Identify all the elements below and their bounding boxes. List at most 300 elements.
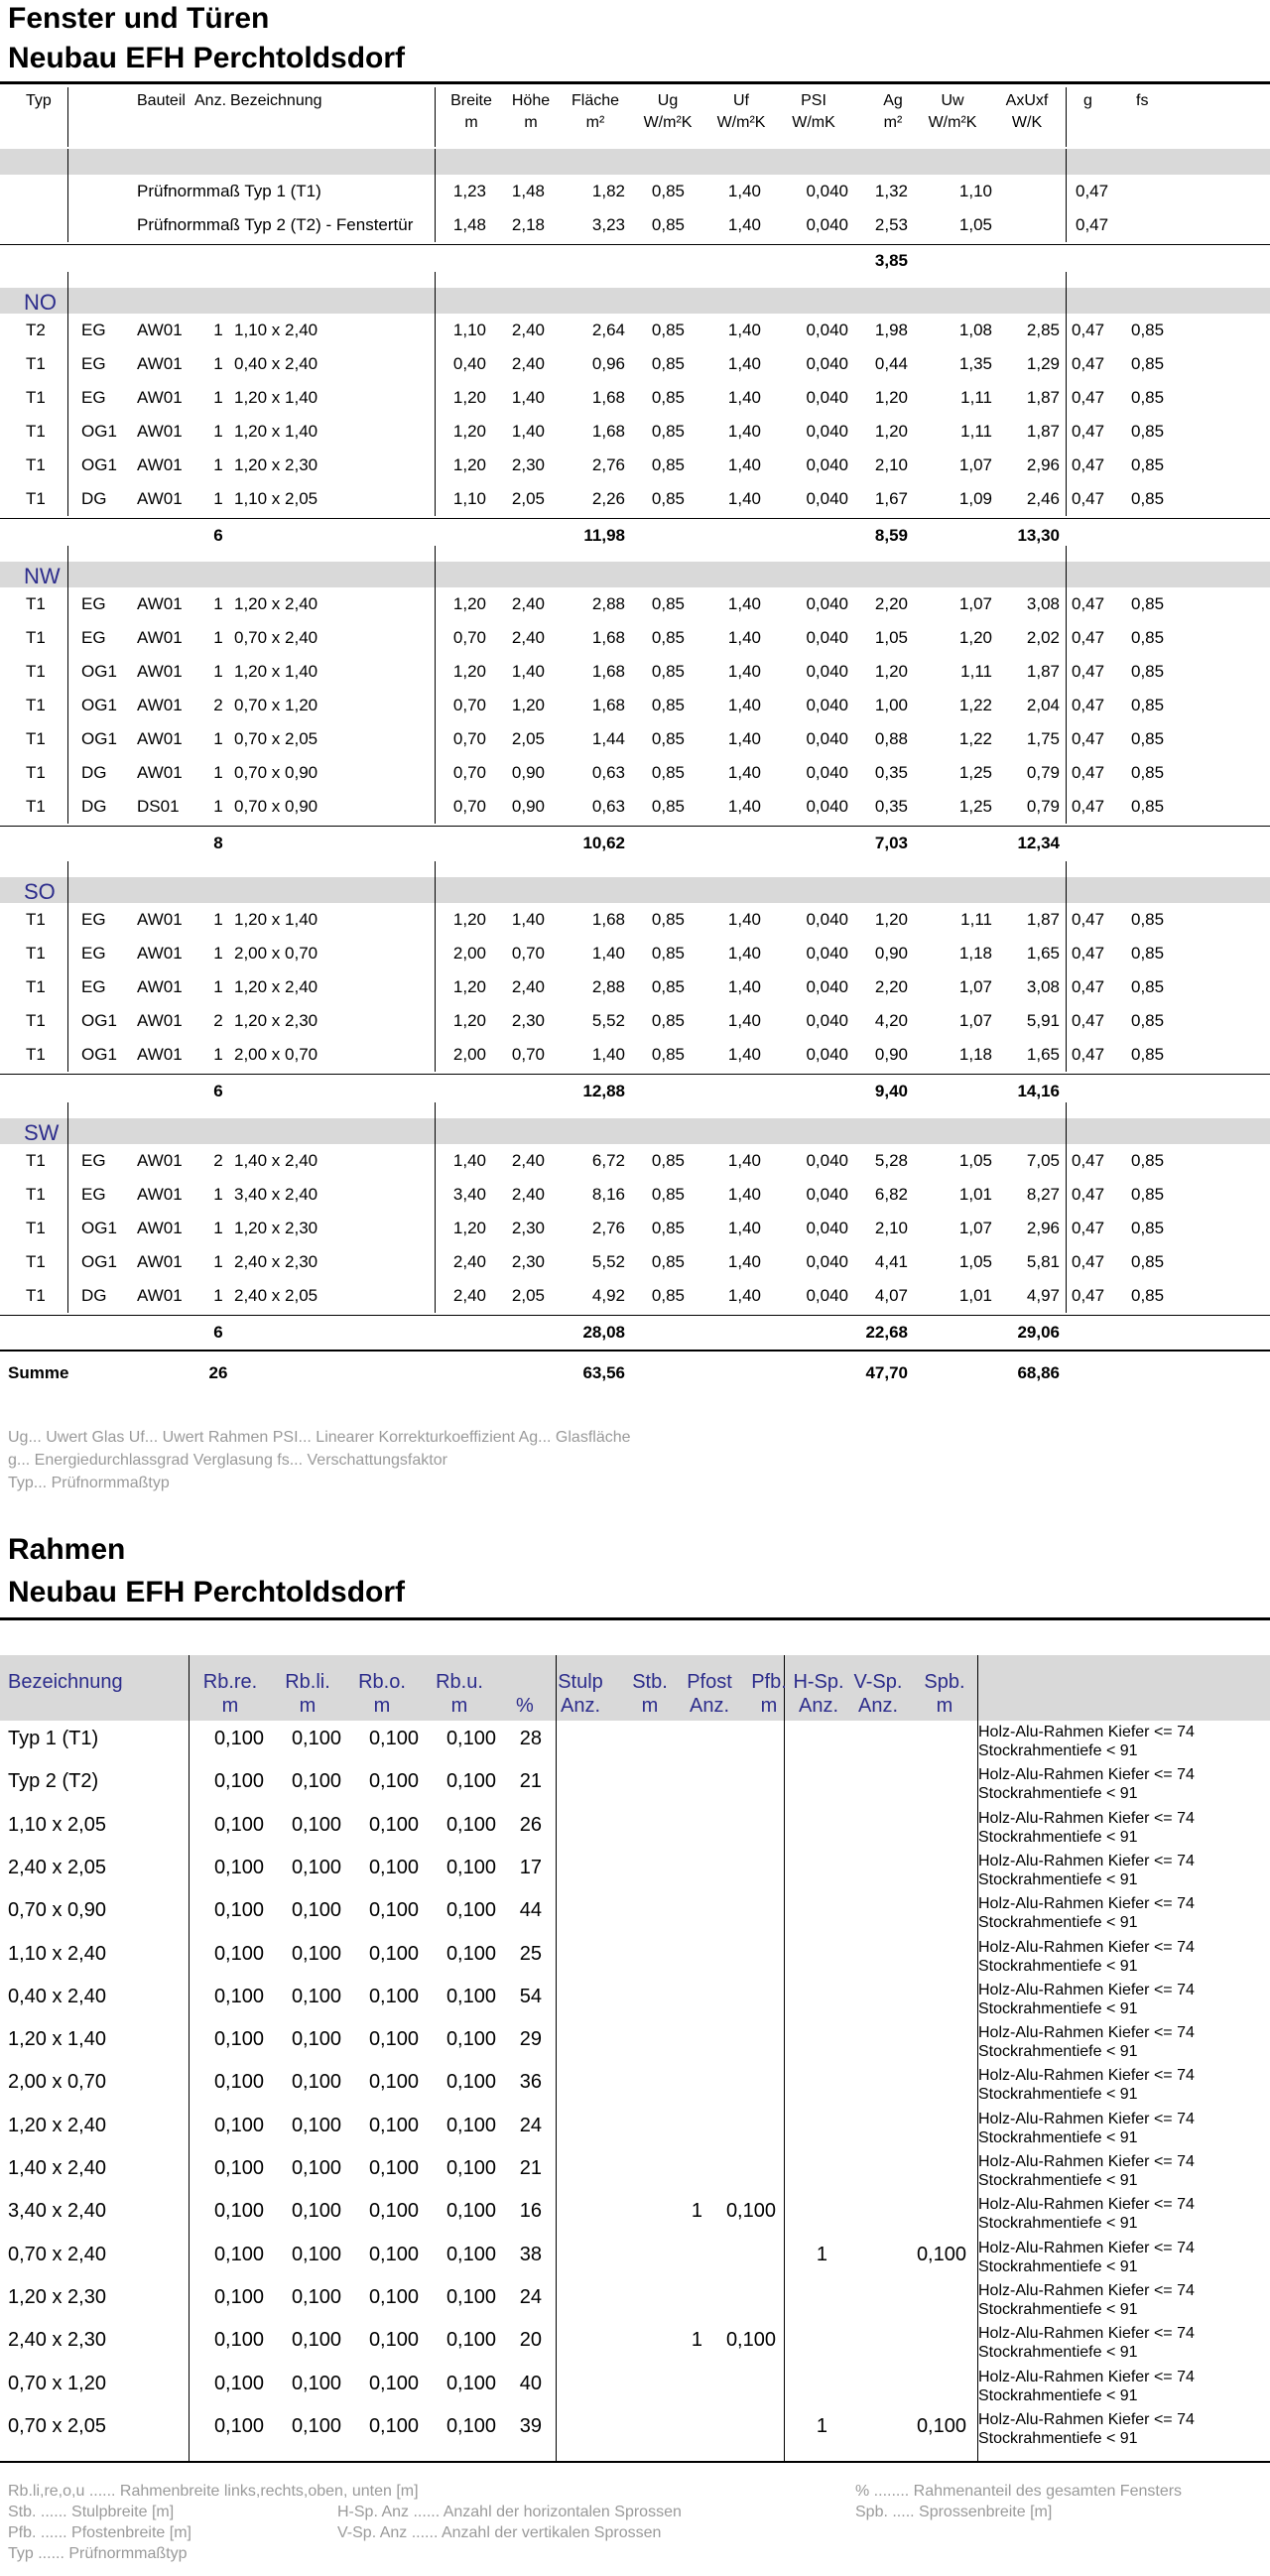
- table-row: [0, 1807, 1270, 1850]
- table-cell: 2,20: [874, 977, 908, 996]
- table-cell: 1,07: [958, 977, 992, 996]
- table-cell: 1,40: [511, 662, 545, 681]
- table-cell: 2,96: [1026, 455, 1060, 474]
- table-cell: AW01: [137, 489, 183, 508]
- column-divider: [1066, 1118, 1067, 1144]
- table-cell: 0,040: [806, 662, 848, 681]
- table-cell: 0,63: [591, 763, 625, 782]
- cell-bez: 0,70 x 1,20: [8, 2372, 106, 2394]
- table-cell: 0,79: [1026, 763, 1060, 782]
- column-divider: [1066, 149, 1067, 175]
- table-cell: 1,40: [591, 944, 625, 963]
- table-cell: T1: [26, 489, 46, 508]
- table-cell: 1,20: [452, 1011, 486, 1030]
- table-cell: 0,040: [806, 977, 848, 996]
- header-rbu: Rb.u.: [436, 1671, 483, 1693]
- table-cell: T1: [26, 388, 46, 407]
- cell-rbu: 0,100: [445, 2157, 496, 2179]
- table-cell: 1: [213, 422, 223, 441]
- table-cell: 0,70: [511, 1045, 545, 1064]
- table-cell: 1,01: [958, 1286, 992, 1305]
- table-cell: 1,40: [727, 489, 761, 508]
- section-subtitle: Neubau EFH Perchtoldsdorf: [8, 1576, 406, 1609]
- table-cell: 0,85: [651, 628, 685, 647]
- table-cell: AW01: [137, 321, 183, 339]
- table-cell: 1,20 x 1,40: [234, 422, 318, 441]
- table-cell: 1,68: [591, 388, 625, 407]
- table-cell: AW01: [137, 422, 183, 441]
- group-sum-row: [0, 828, 1270, 859]
- cell-rbre: 0,100: [213, 2329, 264, 2352]
- frame-note-2: Stockrahmentiefe < 91: [978, 2257, 1138, 2275]
- cell-rbu: 0,100: [445, 1985, 496, 2007]
- table-cell: 0,85: [651, 910, 685, 929]
- legend-line: Typ... Prüfnormmaßtyp: [8, 1475, 170, 1491]
- table-cell: 0,79: [1026, 797, 1060, 816]
- table-cell: 1: [213, 1286, 223, 1305]
- header-pfb: Pfb.: [751, 1671, 787, 1693]
- table-cell: 5,52: [591, 1011, 625, 1030]
- cell-rbre: 0,100: [213, 2200, 264, 2223]
- sum-ag: 8,59: [874, 526, 908, 545]
- table-row: [0, 347, 1270, 381]
- table-cell: EG: [81, 354, 106, 373]
- table-cell: 2,00 x 0,70: [234, 944, 318, 963]
- table-cell: AW01: [137, 1185, 183, 1204]
- table-cell: T1: [26, 729, 46, 748]
- header-rbli: Rb.li.: [285, 1671, 330, 1693]
- column-divider: [435, 861, 436, 877]
- table-cell: 1,07: [958, 455, 992, 474]
- table-cell: 0,47: [1072, 628, 1105, 647]
- table-cell: EG: [81, 944, 106, 963]
- table-cell: 1,40: [511, 910, 545, 929]
- column-divider: [435, 877, 436, 903]
- header-anz: Anz.: [194, 92, 227, 109]
- table-cell: 1,20: [452, 910, 486, 929]
- table-cell: 0,85: [1131, 628, 1165, 647]
- table-cell: AW01: [137, 729, 183, 748]
- sum-anz: 8: [213, 834, 223, 852]
- cell-rbli: 0,100: [291, 1728, 341, 1749]
- frame-note-2: Stockrahmentiefe < 91: [978, 1914, 1138, 1932]
- table-cell: 1,40: [727, 354, 761, 373]
- table-cell: 1,22: [958, 729, 992, 748]
- legend-left: Pfb. ...... Pfostenbreite [m]: [8, 2524, 191, 2541]
- cell-rbo: 0,100: [368, 2414, 419, 2437]
- frame-note-1: Holz-Alu-Rahmen Kiefer <= 74: [978, 2110, 1195, 2127]
- cell-pct: 38: [519, 2243, 542, 2265]
- table-cell: 0,47: [1072, 1011, 1105, 1030]
- table-cell: 1: [213, 797, 223, 816]
- table-cell: 0,47: [1072, 729, 1105, 748]
- table-cell: 1,10 x 2,40: [234, 321, 318, 339]
- table-cell: 0,040: [806, 388, 848, 407]
- table-cell: 0,040: [806, 1252, 848, 1271]
- table-cell: T2: [26, 321, 46, 339]
- header-spb: Spb.: [924, 1671, 965, 1693]
- cell-rbre: 0,100: [213, 2372, 264, 2394]
- cell-rbre: 0,100: [213, 2243, 264, 2265]
- header-vsp-unit: Anz.: [857, 1695, 899, 1717]
- table-cell: AW01: [137, 388, 183, 407]
- cell-hsp: 1: [816, 2414, 827, 2437]
- group-sum-row: [0, 1076, 1270, 1107]
- table-cell: 0,47: [1072, 422, 1105, 441]
- header-bez: Bezeichnung: [230, 92, 322, 109]
- table-cell: 1,40: [727, 944, 761, 963]
- table-cell: 0,35: [874, 797, 908, 816]
- table-cell: 1,05: [958, 1151, 992, 1170]
- cell-rbre: 0,100: [213, 1985, 264, 2007]
- table-row: [0, 1721, 1270, 1763]
- table-cell: OG1: [81, 1011, 117, 1030]
- table-cell: 1: [213, 977, 223, 996]
- table-cell: T1: [26, 455, 46, 474]
- cell-hoehe: 1,48: [511, 182, 545, 200]
- cell-ug: 0,85: [651, 182, 685, 200]
- table-cell: 1,40: [727, 797, 761, 816]
- table-cell: 1: [213, 1219, 223, 1237]
- cell-uf: 1,40: [727, 215, 761, 234]
- table-cell: 0,85: [651, 321, 685, 339]
- header-rbre: Rb.re.: [202, 1671, 258, 1693]
- table-cell: 0,47: [1072, 388, 1105, 407]
- table-cell: 0,85: [1131, 797, 1165, 816]
- table-cell: 0,47: [1072, 696, 1105, 714]
- table-cell: 0,47: [1072, 662, 1105, 681]
- frame-note-2: Stockrahmentiefe < 91: [978, 2215, 1138, 2233]
- cell-g: 0,47: [1076, 215, 1109, 234]
- table-cell: 0,040: [806, 1011, 848, 1030]
- table-cell: 1,18: [958, 944, 992, 963]
- table-cell: 1,40: [727, 455, 761, 474]
- legend-left: Typ ...... Prüfnormmaßtyp: [8, 2545, 188, 2562]
- cell-ug: 0,85: [651, 215, 685, 234]
- table-cell: 1,10 x 2,05: [234, 489, 318, 508]
- table-cell: 4,41: [874, 1252, 908, 1271]
- column-divider: [67, 288, 68, 314]
- table-cell: 0,85: [651, 489, 685, 508]
- sum-flaeche: 28,08: [582, 1323, 625, 1342]
- cell-rbo: 0,100: [368, 1899, 419, 1922]
- header-rbre-unit: m: [221, 1695, 239, 1717]
- cell-uw: 1,10: [958, 182, 992, 200]
- cell-rbo: 0,100: [368, 1728, 419, 1749]
- table-cell: 1,40: [727, 594, 761, 613]
- cell-rbre: 0,100: [213, 1856, 264, 1878]
- cell-pct: 21: [519, 1770, 542, 1793]
- table-cell: 0,47: [1072, 1045, 1105, 1064]
- legend-right: % ........ Rahmenanteil des gesamten Fensters: [855, 2483, 1183, 2500]
- cell-rbo: 0,100: [368, 2114, 419, 2136]
- header-stulp-unit: Anz.: [560, 1695, 601, 1717]
- norm-row: [0, 175, 1270, 208]
- cell-rbre: 0,100: [213, 2114, 264, 2136]
- cell-rbli: 0,100: [291, 2071, 341, 2094]
- frame-note-2: Stockrahmentiefe < 91: [978, 2429, 1138, 2447]
- table-cell: 0,040: [806, 1045, 848, 1064]
- cell-rbre: 0,100: [213, 2414, 264, 2437]
- table-cell: 2,40: [511, 628, 545, 647]
- table-row: [0, 2237, 1270, 2279]
- table-cell: 1,20: [452, 455, 486, 474]
- table-cell: 0,85: [651, 1011, 685, 1030]
- column-divider: [435, 288, 436, 314]
- table-cell: 0,040: [806, 944, 848, 963]
- table-cell: 1,20 x 2,40: [234, 594, 318, 613]
- cell-pct: 17: [519, 1856, 542, 1878]
- sum-ag: 7,03: [874, 834, 908, 852]
- header-g: g: [1083, 92, 1092, 109]
- table-cell: 1,40: [727, 422, 761, 441]
- sum-ag: 3,85: [874, 251, 908, 270]
- header-typ: Typ: [26, 92, 52, 109]
- table-cell: 1,05: [958, 1252, 992, 1271]
- table-cell: 0,85: [1131, 977, 1165, 996]
- cell-bez: 0,70 x 0,90: [8, 1899, 106, 1922]
- table-cell: 1: [213, 1185, 223, 1204]
- table-cell: OG1: [81, 422, 117, 441]
- sum-axuxf: 14,16: [1017, 1082, 1060, 1100]
- frame-note-1: Holz-Alu-Rahmen Kiefer <= 74: [978, 2024, 1195, 2042]
- frame-note-2: Stockrahmentiefe < 91: [978, 2086, 1138, 2104]
- table-cell: 0,85: [1131, 1286, 1165, 1305]
- table-cell: 0,85: [651, 662, 685, 681]
- header-ug: Ug: [657, 92, 679, 109]
- column-divider: [67, 546, 68, 562]
- frame-note-1: Holz-Alu-Rahmen Kiefer <= 74: [978, 2368, 1195, 2385]
- table-cell: 1: [213, 1252, 223, 1271]
- cell-ag: 1,32: [874, 182, 908, 200]
- cell-pct: 29: [519, 2028, 542, 2051]
- table-cell: 1,40: [727, 1011, 761, 1030]
- sum-flaeche: 12,88: [582, 1082, 625, 1100]
- table-row: [0, 1178, 1270, 1212]
- frame-note-2: Stockrahmentiefe < 91: [978, 2043, 1138, 2061]
- frame-note-1: Holz-Alu-Rahmen Kiefer <= 74: [978, 2239, 1195, 2256]
- table-cell: 1: [213, 944, 223, 963]
- group-band: [0, 877, 1270, 903]
- table-cell: 0,63: [591, 797, 625, 816]
- cell-rbli: 0,100: [291, 2243, 341, 2265]
- frame-note-1: Holz-Alu-Rahmen Kiefer <= 74: [978, 1895, 1195, 1913]
- table-cell: T1: [26, 1219, 46, 1237]
- table-cell: 5,28: [874, 1151, 908, 1170]
- table-cell: 1,40: [727, 977, 761, 996]
- table-cell: EG: [81, 1185, 106, 1204]
- table-cell: 0,040: [806, 321, 848, 339]
- table-cell: 4,92: [591, 1286, 625, 1305]
- cell-rbli: 0,100: [291, 1899, 341, 1922]
- table-cell: 1,20 x 2,30: [234, 1011, 318, 1030]
- group-band: [0, 1118, 1270, 1144]
- column-divider: [435, 562, 436, 587]
- table-cell: 0,85: [651, 354, 685, 373]
- cell-rbu: 0,100: [445, 2071, 496, 2094]
- table-cell: 0,47: [1072, 797, 1105, 816]
- table-cell: 1,25: [958, 797, 992, 816]
- group-band: [0, 562, 1270, 587]
- column-divider: [67, 877, 68, 903]
- cell-bez: 3,40 x 2,40: [8, 2200, 106, 2223]
- table-row: [0, 482, 1270, 516]
- table-cell: 0,040: [806, 696, 848, 714]
- frame-note-1: Holz-Alu-Rahmen Kiefer <= 74: [978, 2410, 1195, 2428]
- table-row: [0, 2150, 1270, 2193]
- table-cell: 0,85: [1131, 1252, 1165, 1271]
- header-ug-unit: W/m²K: [643, 114, 693, 131]
- table-cell: T1: [26, 797, 46, 816]
- table-cell: 0,70 x 1,20: [234, 696, 318, 714]
- table-cell: 1,40: [727, 1045, 761, 1064]
- total-flaeche: 63,56: [582, 1363, 625, 1382]
- table-cell: 0,85: [651, 1286, 685, 1305]
- frame-note-2: Stockrahmentiefe < 91: [978, 1742, 1138, 1759]
- header-stb-unit: m: [641, 1695, 659, 1717]
- cell-rbli: 0,100: [291, 2372, 341, 2394]
- table-cell: 1: [213, 763, 223, 782]
- cell-g: 0,47: [1076, 182, 1109, 200]
- row-divider: [0, 244, 1270, 245]
- table-row: [0, 1763, 1270, 1806]
- legend-right: Spb. ..... Sprossenbreite [m]: [855, 2504, 1053, 2520]
- header-psi: PSI: [801, 92, 826, 109]
- table-cell: 2,30: [511, 1011, 545, 1030]
- group-label: SW: [24, 1120, 60, 1145]
- table-cell: EG: [81, 321, 106, 339]
- cell-rbre: 0,100: [213, 1728, 264, 1749]
- table-cell: 0,40: [452, 354, 486, 373]
- table-row: [0, 2021, 1270, 2064]
- legend-left: Rb.li,re,o,u ...... Rahmenbreite links,rechts,oben, unten [m]: [8, 2483, 419, 2500]
- table-cell: 0,040: [806, 628, 848, 647]
- table-cell: 0,70: [452, 763, 486, 782]
- table-cell: 1,87: [1026, 388, 1060, 407]
- table-cell: 1,20 x 1,40: [234, 388, 318, 407]
- cell-rbli: 0,100: [291, 1942, 341, 1965]
- header-breite: Breite: [450, 92, 492, 109]
- cell-rbli: 0,100: [291, 2200, 341, 2223]
- table-cell: 3,08: [1026, 977, 1060, 996]
- table-cell: EG: [81, 628, 106, 647]
- table-cell: AW01: [137, 1011, 183, 1030]
- table-cell: 1,20 x 2,30: [234, 455, 318, 474]
- table-cell: 1,20 x 1,40: [234, 662, 318, 681]
- cell-rbo: 0,100: [368, 1770, 419, 1793]
- table-cell: AW01: [137, 1151, 183, 1170]
- table-cell: 1,20: [452, 1219, 486, 1237]
- table-cell: 1: [213, 594, 223, 613]
- table-cell: AW01: [137, 354, 183, 373]
- cell-ag: 2,53: [874, 215, 908, 234]
- table-cell: 1,10: [452, 321, 486, 339]
- header-uf-unit: W/m²K: [716, 114, 766, 131]
- table-cell: 1,20: [874, 910, 908, 929]
- table-cell: DG: [81, 489, 107, 508]
- table-cell: 1,11: [960, 388, 992, 407]
- table-cell: 1,35: [958, 354, 992, 373]
- table-cell: OG1: [81, 1219, 117, 1237]
- table-cell: 0,35: [874, 763, 908, 782]
- table-cell: OG1: [81, 696, 117, 714]
- cell-rbo: 0,100: [368, 2329, 419, 2352]
- table-cell: EG: [81, 1151, 106, 1170]
- column-divider: [435, 149, 436, 175]
- table-cell: 0,40 x 2,40: [234, 354, 318, 373]
- table-row: [0, 722, 1270, 756]
- table-cell: 1,68: [591, 910, 625, 929]
- table-cell: 1: [213, 729, 223, 748]
- table-cell: 0,85: [1131, 763, 1165, 782]
- frame-note-1: Holz-Alu-Rahmen Kiefer <= 74: [978, 1938, 1195, 1956]
- table-row: [0, 1004, 1270, 1038]
- header-spb-unit: m: [936, 1695, 953, 1717]
- table-cell: 1,01: [958, 1185, 992, 1204]
- legend-line: g... Energiedurchlassgrad Verglasung fs... Verschattungsfaktor: [8, 1452, 447, 1469]
- group-label: SO: [24, 879, 56, 904]
- table-cell: 1,20: [958, 628, 992, 647]
- cell-rbu: 0,100: [445, 1728, 496, 1749]
- table-cell: 0,47: [1072, 455, 1105, 474]
- cell-rbu: 0,100: [445, 2200, 496, 2223]
- table-cell: 0,040: [806, 763, 848, 782]
- header-rbli-unit: m: [299, 1695, 317, 1717]
- sum-axuxf: 12,34: [1017, 834, 1060, 852]
- table-cell: 2,96: [1026, 1219, 1060, 1237]
- column-divider: [67, 272, 68, 288]
- table-row: [0, 1892, 1270, 1935]
- table-row: [0, 2366, 1270, 2408]
- page-subtitle: Neubau EFH Perchtoldsdorf: [8, 42, 406, 74]
- header-ag-unit: m²: [883, 114, 903, 131]
- table-cell: 0,040: [806, 354, 848, 373]
- frame-note-2: Stockrahmentiefe < 91: [978, 1999, 1138, 2017]
- table-cell: 1,40: [727, 696, 761, 714]
- table-cell: 0,44: [874, 354, 908, 373]
- header-bez: Bezeichnung: [8, 1671, 123, 1693]
- table-cell: 1,20: [452, 422, 486, 441]
- table-cell: 2,40: [511, 354, 545, 373]
- table-cell: 4,97: [1026, 1286, 1060, 1305]
- table-cell: T1: [26, 628, 46, 647]
- header-uw: Uw: [941, 92, 964, 109]
- cell-rbu: 0,100: [445, 1856, 496, 1878]
- cell-rbre: 0,100: [213, 1813, 264, 1836]
- table-cell: 2,05: [511, 729, 545, 748]
- table-cell: 2,40: [511, 321, 545, 339]
- column-divider: [435, 272, 436, 288]
- table-cell: 2,10: [874, 455, 908, 474]
- table-cell: 1,29: [1026, 354, 1060, 373]
- table-cell: 1,20 x 1,40: [234, 910, 318, 929]
- cell-rbre: 0,100: [213, 1899, 264, 1922]
- norm-name: Prüfnormmaß Typ 2 (T2) - Fenstertür: [137, 215, 414, 234]
- table-cell: T1: [26, 1011, 46, 1030]
- table-cell: 2,26: [591, 489, 625, 508]
- table-cell: AW01: [137, 628, 183, 647]
- table-cell: 2,88: [591, 977, 625, 996]
- column-divider: [67, 861, 68, 877]
- header-axuxf-unit: W/K: [1011, 114, 1043, 131]
- table-cell: 1,40: [727, 321, 761, 339]
- table-cell: 1,40: [511, 422, 545, 441]
- table-cell: 2,40 x 2,30: [234, 1252, 318, 1271]
- table-row: [0, 1279, 1270, 1313]
- table-cell: 0,040: [806, 1151, 848, 1170]
- column-divider: [67, 562, 68, 587]
- group-sum-row: [0, 1317, 1270, 1349]
